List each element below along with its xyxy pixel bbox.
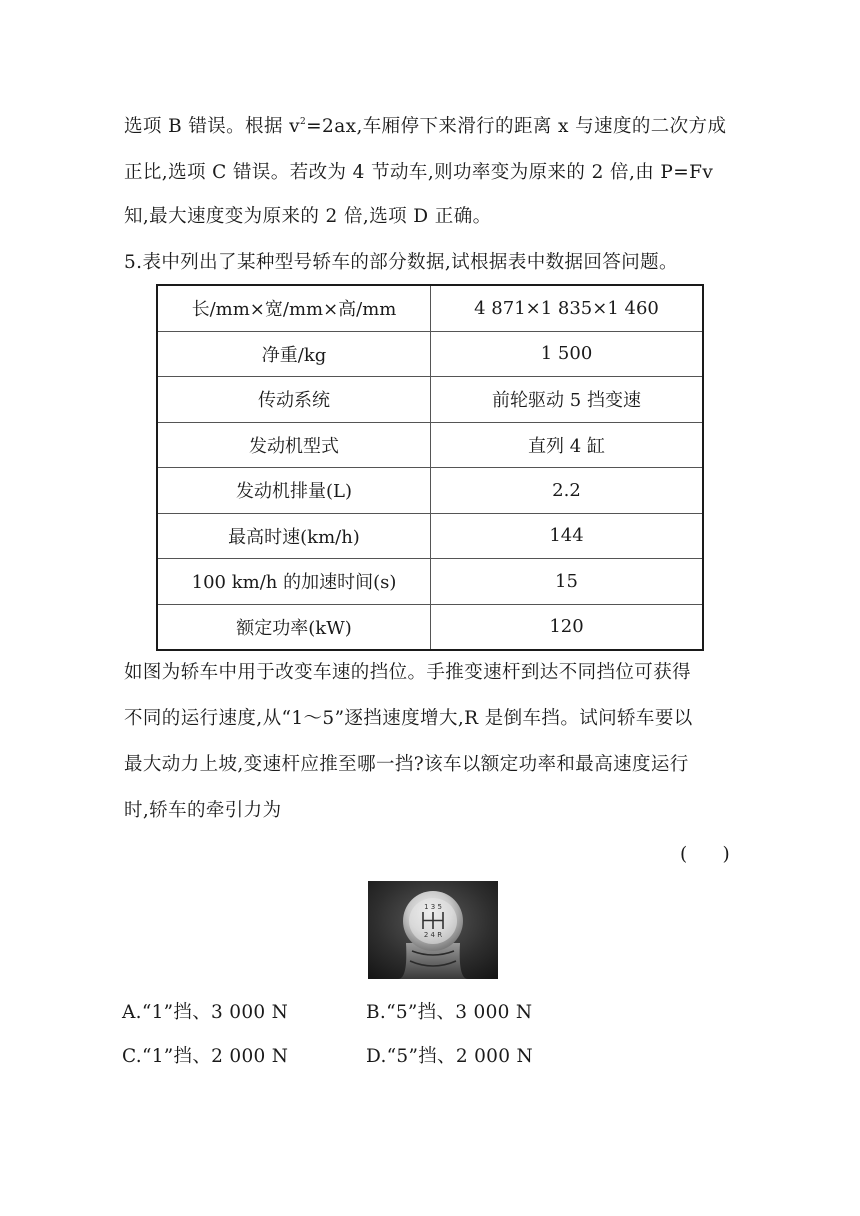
solution-line-1-end: =2ax,车厢停下来滑行的距离 x 与速度的二次方成	[306, 116, 727, 137]
table-cell-key: 额定功率(kW)	[157, 604, 431, 650]
table-row	[157, 422, 703, 468]
table-cell-key: 传动系统	[157, 377, 431, 423]
table-cell-value: 15	[431, 559, 704, 605]
question-stem: 5.表中列出了某种型号轿车的部分数据,试根据表中数据回答问题。	[124, 252, 678, 273]
gear-labels-bottom: 2 4 R	[423, 931, 443, 939]
question-body-line-3: 最大动力上坡,变速杆应推至哪一挡?该车以额定功率和最高速度运行	[124, 754, 689, 775]
answer-blank: ( )	[680, 844, 730, 865]
option-a: A.“1”挡、3 000 N	[122, 1002, 289, 1023]
solution-line-3: 知,最大速度变为原来的 2 倍,选项 D 正确。	[124, 206, 492, 227]
question-body-line-4: 时,轿车的牵引力为	[124, 800, 282, 821]
table-cell-key: 最高时速(km/h)	[157, 513, 431, 559]
question-body-line-2: 不同的运行速度,从“1～5”逐挡速度增大,R 是倒车挡。试问轿车要以	[124, 708, 693, 729]
table-row	[157, 468, 703, 514]
table-cell-value: 前轮驱动 5 挡变速	[431, 377, 704, 423]
table-cell-value: 直列 4 缸	[431, 422, 704, 468]
gear-shift-knob-image	[368, 881, 498, 979]
solution-line-2: 正比,选项 C 错误。若改为 4 节动车,则功率变为原来的 2 倍,由 P=Fv	[124, 162, 714, 183]
table-row	[157, 604, 703, 650]
table-cell-value: 120	[431, 604, 704, 650]
table-row	[157, 285, 703, 331]
table-cell-key: 发动机排量(L)	[157, 468, 431, 514]
option-c: C.“1”挡、2 000 N	[122, 1046, 289, 1067]
solution-line-1-start: 选项 B 错误。根据 v	[124, 116, 300, 137]
gear-labels-top: 1 3 5	[424, 903, 442, 911]
table-cell-key: 发动机型式	[157, 422, 431, 468]
question-body-line-1: 如图为轿车中用于改变车速的挡位。手推变速杆到达不同挡位可获得	[124, 662, 692, 683]
table-row	[157, 559, 703, 605]
table-cell-key: 净重/kg	[157, 331, 431, 377]
table-cell-key: 100 km/h 的加速时间(s)	[157, 559, 431, 605]
table-cell-value: 4 871×1 835×1 460	[431, 285, 704, 331]
table-row	[157, 377, 703, 423]
car-spec-table	[156, 284, 704, 651]
table-cell-key: 长/mm×宽/mm×高/mm	[157, 285, 431, 331]
table-cell-value: 144	[431, 513, 704, 559]
option-d: D.“5”挡、2 000 N	[366, 1046, 533, 1067]
table-row	[157, 331, 703, 377]
superscript-2: 2	[300, 117, 307, 127]
table-row	[157, 513, 703, 559]
table-cell-value: 1 500	[431, 331, 704, 377]
solution-line-1	[124, 113, 726, 141]
option-b: B.“5”挡、3 000 N	[366, 1002, 533, 1023]
table-cell-value: 2.2	[431, 468, 704, 514]
